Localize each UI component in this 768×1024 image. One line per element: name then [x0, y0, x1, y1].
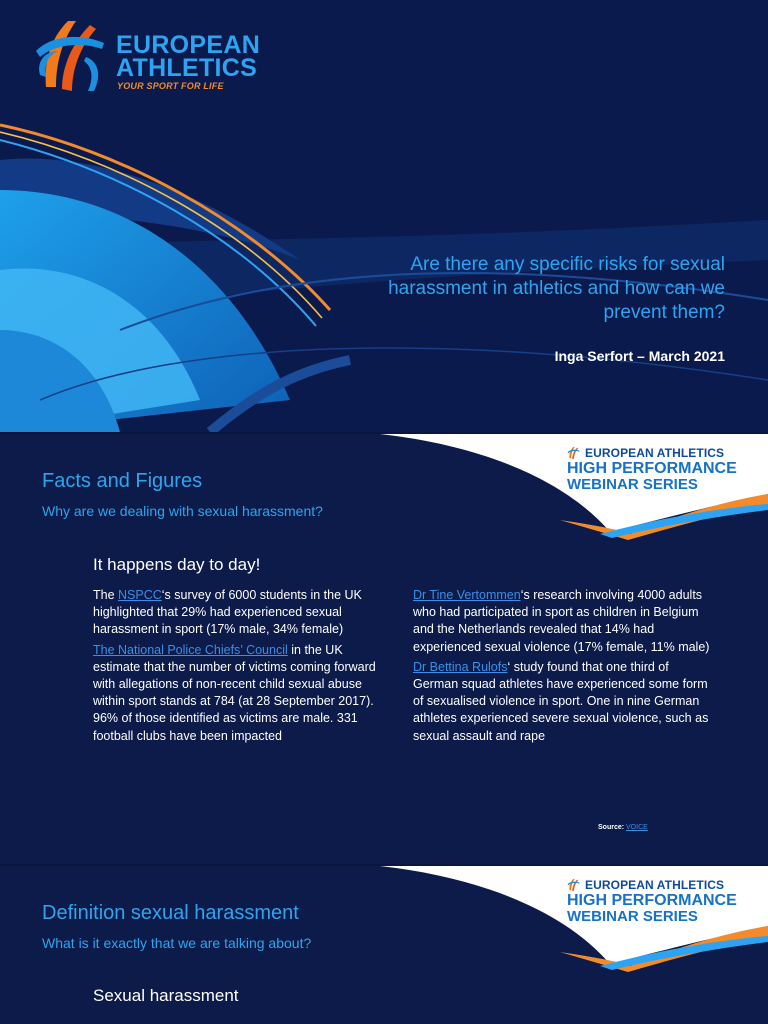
source-label: Source:: [598, 824, 627, 831]
brand-wordmark-line1: EUROPEAN: [116, 31, 261, 59]
text-segment: ‘s research involving 4000 adults who had participated in sport as children in Belgium and the Netherlands revealed that 14% had experienced sexual violence (17% female, 11% male): [413, 588, 710, 654]
slide-heading: Facts and Figures: [42, 470, 203, 492]
webinar-brand: [567, 878, 737, 924]
lead-statement: Sexual harassment: [93, 986, 239, 1005]
police-chiefs-paragraph: [93, 642, 379, 745]
voice-link[interactable]: VOICE: [626, 824, 648, 831]
slide-subheading: What is it exactly that we are talking about?: [42, 935, 312, 951]
vertommen-paragraph: [413, 587, 713, 656]
brand-wordmark: [116, 31, 261, 82]
source-note: [598, 824, 648, 831]
brand-line2: HIGH PERFORMANCE: [567, 460, 737, 477]
webinar-brand: [567, 446, 737, 492]
brand-line2: HIGH PERFORMANCE: [567, 892, 737, 909]
text-segment: in the UK estimate that the number of victims coming forward with allegations of non-recent child sexual abuse within sport stands at 784 (at 28 September 2017). 96% of those identified as victims are male. 331 football clubs have been impacted: [93, 642, 376, 743]
brand-tagline: YOUR SPORT FOR LIFE: [117, 81, 224, 91]
brand-line3: WEBINAR SERIES: [567, 476, 698, 493]
text-segment: ‘ study found that one third of German squad athletes have experienced some form of sexualised violence in sport. One in nine German athletes experienced severe sexual violence, such as sexual assault and rape: [413, 659, 709, 743]
nspcc-paragraph: [93, 587, 379, 639]
european-athletics-logo-icon: [32, 17, 112, 95]
brand-line1: EUROPEAN ATHLETICS: [585, 446, 725, 460]
facts-slide: [0, 434, 768, 864]
european-athletics-logo-icon: [567, 446, 581, 460]
rulofs-link[interactable]: Dr Bettina Rulofs: [413, 659, 508, 674]
lead-statement: It happens day to day!: [93, 555, 261, 574]
title-slide: [0, 0, 768, 432]
rulofs-paragraph: [413, 659, 713, 745]
text-segment: The: [93, 588, 119, 602]
brand-wordmark-line2: ATHLETICS: [116, 54, 258, 82]
definition-slide: [0, 866, 768, 1024]
right-column: [413, 587, 713, 748]
nspcc-link[interactable]: NSPCC: [118, 588, 162, 602]
left-column: [93, 587, 379, 748]
european-athletics-logo-icon: [567, 878, 581, 892]
slide-subheading: Why are we dealing with sexual harassment?: [42, 503, 323, 519]
vertommen-link[interactable]: Dr Tine Vertommen: [413, 588, 521, 602]
author-date: Inga Serfort – March 2021: [554, 348, 725, 364]
text-segment: ‘s survey of 6000 students in the UK highlighted that 29% had experienced sexual harassment in sport (17% male, 34% female): [93, 588, 362, 637]
brand-line3: WEBINAR SERIES: [567, 908, 698, 925]
presentation-title: Are there any specific risks for sexual harassment in athletics and how can we prevent them?: [388, 254, 725, 323]
slide-heading: Definition sexual harassment: [42, 902, 299, 924]
police-chiefs-link[interactable]: The National Police Chiefs’ Council: [93, 642, 288, 657]
brand-line1: EUROPEAN ATHLETICS: [585, 878, 725, 892]
